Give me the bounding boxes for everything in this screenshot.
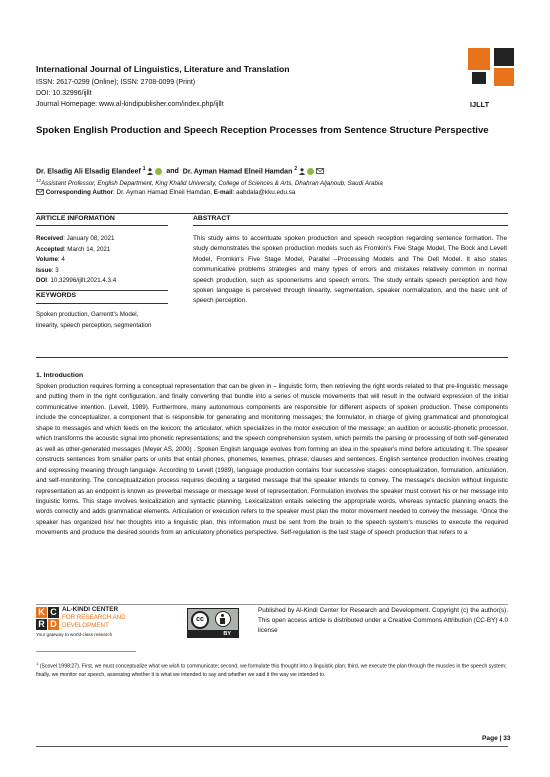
- divider: [36, 303, 168, 304]
- issue-row: [36, 266, 59, 277]
- cc-by-badge[interactable]: [187, 608, 239, 638]
- abstract-header: ABSTRACT: [193, 215, 231, 222]
- logo-letter: D: [48, 619, 59, 630]
- divider: [36, 290, 168, 291]
- volume-value: : 4: [57, 256, 65, 263]
- accepted-row: [36, 245, 110, 256]
- accepted-value: : March 14, 2021: [63, 245, 111, 253]
- authors-line: [36, 166, 324, 175]
- keywords-list: Spoken production, Garrentt's Model, linearity, speech perception, segmentation: [36, 311, 152, 329]
- doi-label: DOI: [36, 277, 48, 284]
- divider: [193, 225, 508, 226]
- logo-letter: C: [48, 607, 59, 618]
- divider: [36, 357, 508, 358]
- orcid-icon[interactable]: [155, 168, 162, 175]
- issue-label: Issue: [36, 266, 52, 274]
- cc-icon: cc: [191, 611, 209, 629]
- issue-value: : 3: [51, 266, 59, 274]
- publisher-name: FOR RESEARCH AND: [62, 614, 126, 621]
- divider: [36, 213, 508, 214]
- doi-row: [36, 276, 116, 287]
- publisher-name: DEVELOPMENT: [62, 622, 109, 629]
- corresponding-author: [36, 189, 295, 196]
- journal-homepage[interactable]: Journal Homepage: www.al-kindipublisher.com/index.php/ijllt: [36, 101, 224, 108]
- author-1-sup: 1: [142, 166, 146, 172]
- journal-logo-text: IJLLT: [470, 100, 490, 109]
- keywords-header: KEYWORDS: [36, 292, 77, 299]
- accepted-label: Accepted: [36, 245, 64, 253]
- journal-doi: DOI: 10.32996/ijllt: [36, 90, 92, 97]
- divider: [36, 651, 136, 652]
- and-text: and: [166, 168, 179, 176]
- footnote: [36, 660, 508, 679]
- affiliation-sup: 12: [36, 178, 42, 183]
- author-2-name: Dr. Ayman Hamad Elneil Hamdan: [182, 168, 293, 176]
- email-label: E-mail: [213, 189, 233, 196]
- email-address[interactable]: : aabdala@kku.edu.sa: [232, 189, 296, 196]
- envelope-icon: [36, 189, 44, 195]
- footnote-sup: 1: [36, 661, 39, 666]
- author-1-name: Dr. Elsadig Ali Elsadig Elandeef: [36, 168, 141, 176]
- cc-by-label: BY: [187, 630, 239, 638]
- volume-row: [36, 255, 65, 266]
- received-value: : January 08, 2021: [63, 235, 115, 242]
- intro-paragraph: Spoken production requires forming a conceptual representation that can be given in – linguistic form, then retrieving the right words related to that pre-linguistic message and putting them in the right configuration, and finally converting that bundle into a series of muscle movements that will result in the outward expression of the initial communicative intention. (Levelt, 1989). Furthermore, many autonomous components are responsible for different aspects of spoken production. These components include the conceptualizer, a component that is responsible for generating and monitoring messages; the formulator, in charge of giving grammatical and phonological shape to messages and which feeds on the lexicon; the articulator, which specializes in the motor execution of the message; an audition or acoustic-phonetic processor, which transforms the acoustic signal into phonetic representations; and the speech comprehension system, which permits the parsing or processing of both self-generated as well as other-generated messages (Meyer AS, 2000) . Spoken English language evolves from forming an idea in the speaker's mind before articulating it. The speaker constructs sentences from smaller parts or units that entail phones, phonemes, lexemes, phrase, clauses and sentences. English sentence production involves creating and expressing meaning through language. According to Levelt (1989), language production contains four successive stages: conceptualization, formulation, articulation, and self-monitoring. The conceptualization process requires deciding a targeted message that the speaker intends to convey. The message's decision without linguistic representation as an endpoint is known as preverbal message or message level of representation. Formulation involves the speaker must convert his or her message into linguistic forms. This stage involves lexicalization and syntactic planning. Lexicalization entails selecting the appropriate words, whereas syntactic planning enacts the words correctly and adds grammatical elements. Articulation or execution refers to the speaker must plan the motor movement needed to convey the message. ¹Once the speaker has organized his/ her thoughts into a linguistic plan, this information must be sent from the brain to the speech system's muscles to execute the required movements and produce the desired sounds from an articulatory phonetics perspective. Self-regulation is the last stage of speech production that refers to a: [36, 383, 508, 537]
- attribution-icon: [215, 611, 231, 627]
- logo-letter: K: [36, 607, 47, 618]
- paper-title: Spoken English Production and Speech Reception Processes from Sentence Structure Perspective: [36, 125, 489, 136]
- volume-label: Volume: [36, 256, 58, 263]
- received-label: Received: [36, 235, 64, 242]
- journal-title: International Journal of Linguistics, Literature and Translation: [36, 64, 290, 74]
- orcid-icon[interactable]: [307, 168, 314, 175]
- al-kindi-logo: [36, 605, 152, 639]
- corr-label: Corresponding Author: [45, 189, 114, 196]
- affiliation: [36, 178, 383, 187]
- publisher-name: AL-KINDI CENTER: [62, 606, 119, 613]
- author-2-sup: 2: [294, 166, 298, 172]
- license-text: Published by Al-Kindi Center for Research and Development. Copyright (c) the author(s). This open access article is distributed under a Creative Commons Attribution (CC-BY) 4.0 license: [258, 607, 508, 635]
- divider: [36, 225, 168, 226]
- journal-issn: ISSN: 2617-0299 (Online); ISSN: 2708-0099 (Print): [36, 79, 196, 86]
- divider: [36, 746, 508, 747]
- abstract-text: This study aims to accentuate spoken production and speech reception regarding sentence formation. The study demonstrates the spoken production models such as Fromkin's Five Stage Model, The Bock and Levelt Model, Fromkin's Five Stage Model, Parallel –Processing Models and The Dell Model. It also states communicative problems strategies and many types of errors and mistakes relatively common in normal speech production, such as spoonerisms and speech errors. The study entails speech perception and how spoken language is perceived through linearity, segmentation, speaker normalization, and the basic unit of speech perception.: [193, 235, 507, 305]
- person-icon: [147, 168, 153, 175]
- section-heading: 1. Introduction: [36, 372, 84, 379]
- logo-letter: R: [36, 619, 47, 630]
- journal-logo: [468, 48, 516, 86]
- affiliation-text: Assistant Professor, English Department, King Khalid University, College of Sciences & Arts, Dhahran Aljanoub, Saudi Arabia: [41, 180, 383, 188]
- footnote-text: (Scovel 1998:27). First, we must conceptualize what we wish to communicate; second, we formulate this thought into a linguistic plan; third, we execute the plan through the muscles in the speech system; finally, we monitor our speech, assessing whether it is what we intended to say and whether we said it the way we intended to.: [36, 663, 507, 678]
- article-info-header: ARTICLE INFORMATION: [36, 215, 115, 222]
- envelope-icon[interactable]: [316, 168, 324, 174]
- person-icon: [299, 168, 305, 175]
- page-number: Page | 33: [482, 735, 511, 742]
- doi-value[interactable]: : 10.32996/ijllt.2021.4.3.4: [47, 277, 117, 284]
- publisher-tagline: Your gateway to world-class research: [36, 632, 113, 637]
- received-row: [36, 234, 114, 245]
- corr-text: : Dr. Ayman Hamad Elneil Hamdan,: [113, 189, 214, 196]
